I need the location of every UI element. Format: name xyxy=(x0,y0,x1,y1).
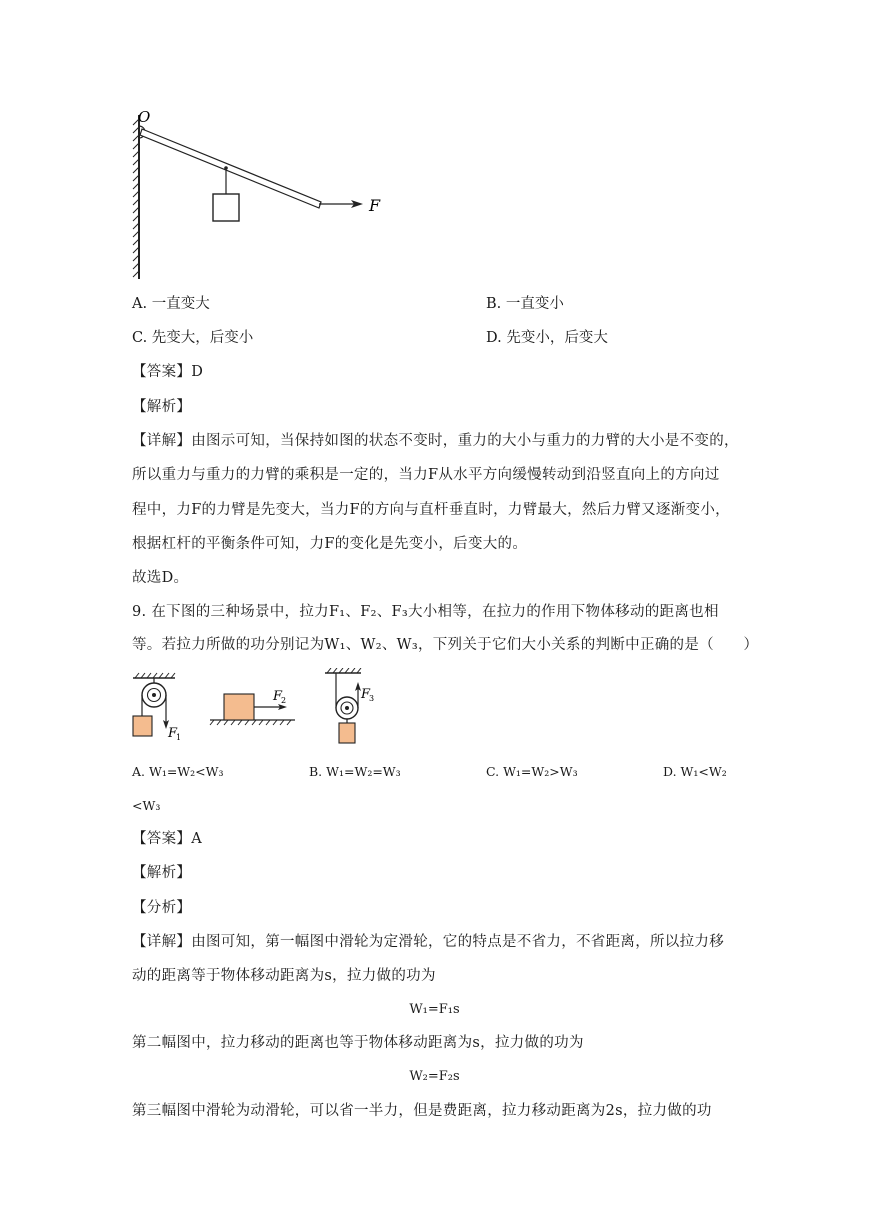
q9-formula-2: W₂=F₂s xyxy=(409,1069,460,1084)
q8-option-d: D. 先变小，后变大 xyxy=(486,330,608,346)
q9-stem-line-2: 等。若拉力所做的功分别记为W₁、W₂、W₃，下列关于它们大小关系的判断中正确的是（ ） xyxy=(132,637,759,653)
q8-option-c: C. 先变大，后变小 xyxy=(132,330,254,346)
q8-detail-line-1: 【详解】由图示可知，当保持如图的状态不变时，重力的大小与重力的力臂的大小是不变的， xyxy=(132,433,739,449)
q9-option-d: D. W₁<W₂ xyxy=(663,764,727,779)
q9-analysis-heading: 【解析】 xyxy=(132,865,192,881)
f1-label: F xyxy=(168,726,178,741)
pivot-label: O xyxy=(138,108,151,126)
q8-analysis-heading: 【解析】 xyxy=(132,399,192,415)
force-label: F xyxy=(369,196,381,215)
f1-subscript: 1 xyxy=(176,733,182,742)
f2-label: F xyxy=(273,689,283,704)
q8-answer: 【答案】D xyxy=(132,364,204,380)
q9-detail-line-2: 动的距离等于物体移动距离为s，拉力做的功为 xyxy=(132,968,436,984)
q9-answer: 【答案】A xyxy=(132,831,202,847)
pulley-figures xyxy=(125,668,385,750)
q9-option-d-wrap: <W₃ xyxy=(132,798,161,813)
q9-line-2: 第二幅图中，拉力移动的距离也等于物体移动距离为s，拉力做的功为 xyxy=(132,1035,584,1051)
q9-option-b: B. W₁=W₂=W₃ xyxy=(309,764,401,779)
f2-subscript: 2 xyxy=(281,696,287,705)
q8-option-b: B. 一直变小 xyxy=(486,296,564,312)
lever-figure xyxy=(125,105,395,285)
f3-label: F xyxy=(361,687,371,702)
q8-conclusion: 故选D。 xyxy=(132,570,189,586)
q9-option-a: A. W₁=W₂<W₃ xyxy=(132,764,224,779)
q9-detail-line-1: 【详解】由图可知，第一幅图中滑轮为定滑轮，它的特点是不省力，不省距离，所以拉力移 xyxy=(132,934,724,950)
q8-option-a: A. 一直变大 xyxy=(132,296,210,312)
q8-detail-line-4: 根据杠杆的平衡条件可知，力F的变化是先变小，后变大的。 xyxy=(132,536,528,552)
f3-subscript: 3 xyxy=(369,694,375,703)
q9-option-c: C. W₁=W₂>W₃ xyxy=(486,764,578,779)
q9-analysis-sub: 【分析】 xyxy=(132,900,192,916)
q8-detail-line-3: 程中，力F的力臂是先变大，当力F的方向与直杆垂直时，力臂最大，然后力臂又逐渐变小， xyxy=(132,502,730,518)
q9-formula-1: W₁=F₁s xyxy=(409,1002,460,1017)
q9-line-3: 第三幅图中滑轮为动滑轮，可以省一半力，但是费距离，拉力移动距离为2s，拉力做的功 xyxy=(132,1103,712,1119)
q9-stem-line-1: 9. 在下图的三种场景中，拉力F₁、F₂、F₃大小相等，在拉力的作用下物体移动的距离也相 xyxy=(132,604,719,620)
q8-detail-line-2: 所以重力与重力的力臂的乘积是一定的，当力F从水平方向缓慢转动到沿竖直向上的方向过 xyxy=(132,467,720,483)
